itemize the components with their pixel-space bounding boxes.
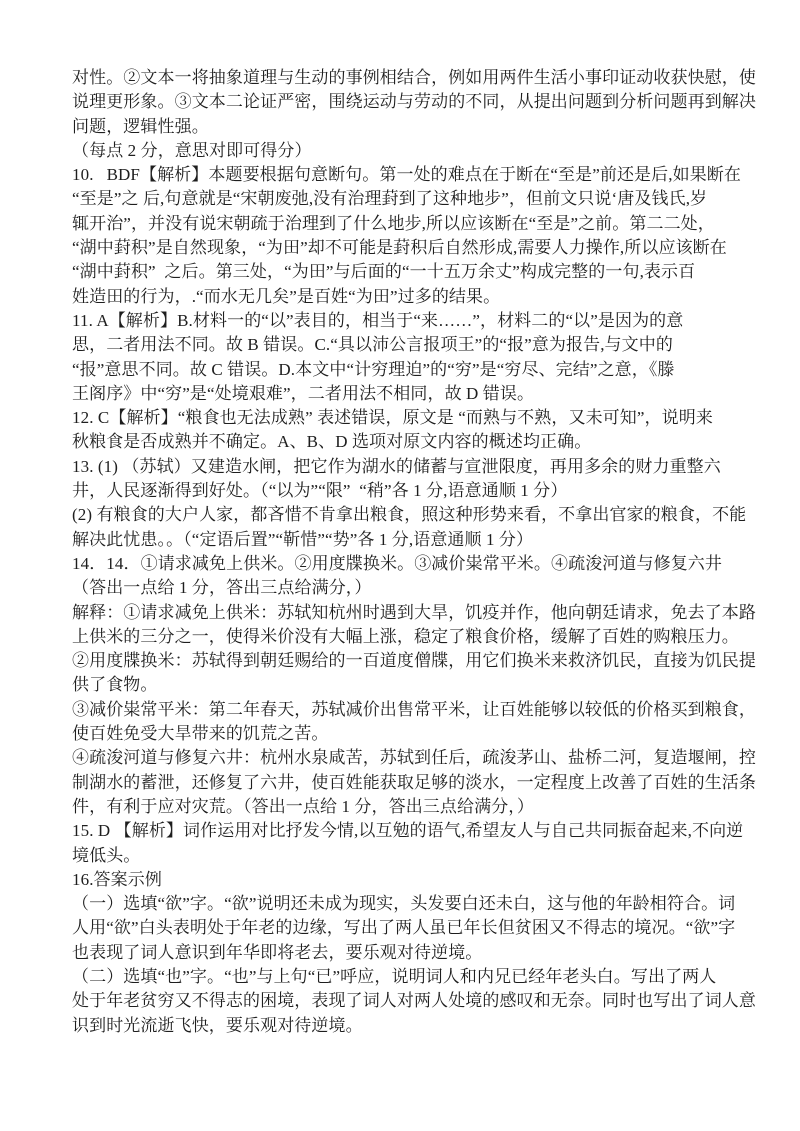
text-line: 识到时光流逝飞快，要乐观对待逆境。	[72, 1015, 363, 1035]
text-line: 上供米的三分之一，使得米价没有大幅上涨，稳定了粮食价格，缓解了百姓的购粮压力。	[72, 626, 739, 646]
text-line: 说理更形象。③文本二论证严密，围绕运动与劳动的不同，从提出问题到分析问题再到解决	[72, 92, 756, 112]
text-line: 王阁序》中“穷”是“处境艰难”，二者用法不相同，故 D 错误。	[72, 383, 535, 403]
text-line-q13: 13. (1) （苏轼）又建造水闸，把它作为湖水的储蓄与宣泄限度，再用多余的财力重整六	[72, 456, 721, 476]
text-line: 解释：①请求减免上供米：苏轼知杭州时遇到大旱，饥疫并作，他向朝廷请求，免去了本路	[72, 602, 756, 622]
text-line: （答出一点给 1 分，答出三点给满分，）	[72, 578, 372, 598]
text-line: 供了食物。	[72, 675, 158, 695]
text-line: 辄开治”，并没有说宋朝疏于治理到了什么地步,所以应该断在“至是”之前。第二二处，	[72, 213, 715, 233]
document-text-block	[72, 66, 756, 1038]
text-line-q11: 11. A【解析】B.材料一的“以”表目的，相当于“来……”，材料二的“以”是因为的意	[72, 310, 684, 330]
text-line: ③减价粜常平米：第二年春天，苏轼减价出售常平米，让百姓能够以较低的价格买到粮食，	[72, 699, 756, 719]
text-line-q15: 15. D 【解析】词作运用对比抒发今情,以互勉的语气,希望友人与自己共同振奋起来,不向逆	[72, 821, 744, 841]
text-line: 人用“欲”白头表明处于年老的边缘，写出了两人虽已年长但贫困又不得志的境况。“欲”字	[72, 918, 736, 938]
text-line: 秋粮食是否成熟并不确定。A、B、D 选项对原文内容的概述均正确。	[72, 432, 592, 452]
text-line-q14: 14．14．①请求减免上供米。②用度牒换米。③减价粜常平米。④疏浚河道与修复六井	[72, 553, 722, 573]
text-line: 件，有利于应对灾荒。（答出一点给 1 分，答出三点给满分，）	[72, 796, 534, 816]
text-line: （一）选填“欲”字。“欲”说明还未成为现实，头发要白还未白，这与他的年龄相符合。词	[72, 894, 736, 914]
text-line: “湖中葑积”是自然现象，“为田”却不可能是葑积后自然形成,需要人力操作,所以应该断在	[72, 238, 727, 258]
text-line: (2) 有粮食的大户人家，都吝惜不肯拿出粮食，照这种形势来看，不拿出官家的粮食，不能	[72, 505, 747, 525]
text-line-q12: 12. C【解析】“粮食也无法成熟” 表述错误，原文是 “而熟与不熟，又未可知”，说明来	[72, 408, 713, 428]
text-line: 制湖水的蓄泄，还修复了六井，使百姓能获取足够的淡水，一定程度上改善了百姓的生活条	[72, 772, 756, 792]
text-line: （每点 2 分，意思对即可得分）	[72, 140, 312, 160]
text-line: （二）选填“也”字。“也”与上句“已”呼应，说明词人和内兄已经年老头白。写出了两人	[72, 966, 717, 986]
text-line: ②用度牒换米：苏轼得到朝廷赐给的一百道度僧牒，用它们换米来救济饥民，直接为饥民提	[72, 651, 756, 671]
text-line: 使百姓免受大旱带来的饥荒之苦。	[72, 724, 329, 744]
text-line: “报”意思不同。故 C 错误。D.本文中“计穷理迫”的“穷”是“穷尽、完结”之意，《滕	[72, 359, 675, 379]
text-line: 处于年老贫穷又不得志的困境，表现了词人对两人处境的感叹和无奈。同时也写出了词人意	[72, 991, 756, 1011]
text-line: 境低头。	[72, 845, 141, 865]
text-line: 井，人民逐渐得到好处。（“以为”“限” “稍”各 1 分,语意通顺 1 分）	[72, 481, 568, 501]
text-line: 也表现了词人意识到年华即将老去，要乐观对待逆境。	[72, 942, 483, 962]
text-line: “至是”之 后,句意就是“宋朝废弛,没有治理葑到了这种地步”，但前文只说‘唐及钱氏,岁	[72, 189, 708, 209]
text-line-q10: 10. BDF【解析】本题要根据句意断句。第一处的难点在于断在“至是”前还是后,如果断在	[72, 165, 742, 185]
text-line-q16: 16.答案示例	[72, 869, 162, 889]
text-line: 解决此忧患。。（“定语后置”“靳惜”“势”各 1 分,语意通顺 1 分）	[72, 529, 534, 549]
text-line: ④疏浚河道与修复六井：杭州水泉咸苦，苏轼到任后，疏浚茅山、盐桥二河，复造堰闸，控	[72, 748, 756, 768]
text-line: 对性。②文本一将抽象道理与生动的事例相结合，例如用两件生活小事印证动收获快慰，使	[72, 68, 756, 87]
text-line: 问题，逻辑性强。	[72, 116, 209, 136]
text-line: 思，二者用法不同。故 B 错误。C.“具以沛公言报项王”的“报”意为报告,与文中的	[72, 335, 673, 355]
text-line: “湖中葑积” 之后。第三处，“为田”与后面的“一十五万余丈”构成完整的一句,表示百	[72, 262, 696, 282]
text-line: 姓造田的行为，.“而水无几矣”是百姓“为田”过多的结果。	[72, 286, 501, 306]
